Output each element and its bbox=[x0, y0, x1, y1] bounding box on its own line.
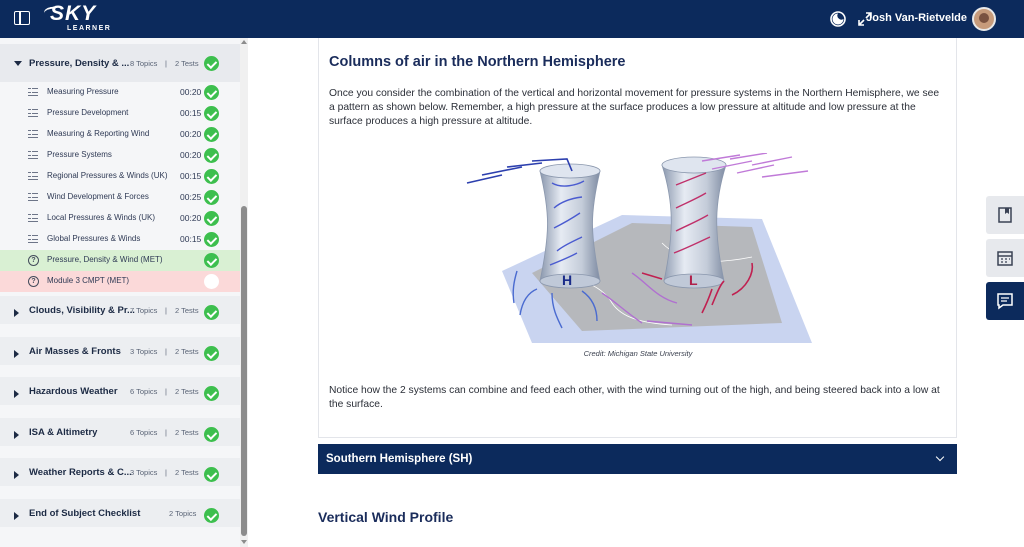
course-sidebar bbox=[0, 38, 240, 547]
notebook-icon bbox=[986, 196, 1024, 234]
topic-label: Pressure Systems bbox=[47, 150, 112, 159]
figure-credit: Credit: Michigan State University bbox=[583, 349, 693, 358]
chat-button[interactable] bbox=[986, 282, 1024, 320]
topic-list-icon bbox=[28, 193, 38, 202]
scroll-down-arrow[interactable] bbox=[241, 540, 247, 544]
section-test-count: 2 Tests bbox=[175, 346, 199, 356]
section-title: ISA & Altimetry bbox=[29, 426, 98, 438]
section-title: Pressure, Density & ... bbox=[29, 57, 130, 69]
high-label: H bbox=[562, 272, 573, 288]
chevron-right-icon bbox=[14, 431, 19, 439]
sidebar-topic-item[interactable] bbox=[0, 145, 240, 166]
chevron-right-icon bbox=[14, 471, 19, 479]
sidebar-topic-item[interactable] bbox=[0, 229, 240, 250]
sidebar-topic-item[interactable] bbox=[0, 103, 240, 124]
complete-check-icon bbox=[204, 190, 219, 205]
sidebar-topic-item[interactable] bbox=[0, 208, 240, 229]
topic-list-icon bbox=[28, 130, 38, 139]
topic-label: Regional Pressures & Winds (UK) bbox=[47, 171, 168, 180]
avatar[interactable] bbox=[972, 7, 996, 31]
section-separator: | bbox=[165, 427, 167, 437]
topic-label: Global Pressures & Winds bbox=[47, 234, 141, 243]
chevron-right-icon bbox=[14, 309, 19, 317]
section-test-count: 2 Tests bbox=[175, 386, 199, 396]
scroll-up-arrow[interactable] bbox=[241, 40, 247, 44]
section-title: Hazardous Weather bbox=[29, 385, 118, 397]
quiz-icon: ? bbox=[28, 255, 39, 266]
quiz-icon: ? bbox=[28, 276, 39, 287]
section-topic-count: 6 Topics bbox=[130, 386, 158, 396]
sidebar-topic-item[interactable] bbox=[0, 82, 240, 103]
section-separator: | bbox=[165, 346, 167, 356]
section-title: Clouds, Visibility & Pr... bbox=[29, 304, 135, 316]
topic-duration: 00:25 bbox=[180, 192, 202, 202]
section-test-count: 2 Tests bbox=[175, 427, 199, 437]
high-pressure-column bbox=[540, 164, 600, 288]
section-test-count: 2 Tests bbox=[175, 467, 199, 477]
lesson-paragraph-conclusion: Notice how the 2 systems can combine and feed each other, with the wind turning out of the high, and being steered back into a low at the surface. bbox=[329, 385, 940, 410]
topic-label: Measuring Pressure bbox=[47, 87, 119, 96]
sidebar-section[interactable] bbox=[0, 458, 240, 492]
topic-list-icon bbox=[28, 109, 38, 118]
notebook-button[interactable] bbox=[986, 196, 1024, 234]
topic-label: Pressure Development bbox=[47, 108, 129, 117]
section-topic-count: 6 Topics bbox=[130, 427, 158, 437]
topic-duration: 00:15 bbox=[180, 108, 202, 118]
topic-label: Wind Development & Forces bbox=[47, 192, 149, 201]
sidebar-topic-item[interactable] bbox=[0, 187, 240, 208]
sidebar-section[interactable] bbox=[0, 418, 240, 452]
lesson-paragraph-intro: Once you consider the combination of the vertical and horizontal movement for pressure systems in the Northern Hemisphere, we see a pattern as shown below. Remember, a high pressure at the surface produces a low pressure at altitude and low pressure at the surface produces a high pressure at altitude. bbox=[329, 88, 940, 127]
topic-duration: 00:15 bbox=[180, 234, 202, 244]
user-name[interactable]: Josh Van-Rietvelde bbox=[866, 12, 967, 24]
chat-icon bbox=[986, 282, 1024, 320]
chevron-right-icon bbox=[14, 512, 19, 520]
complete-check-icon bbox=[204, 427, 219, 442]
top-navigation-bar bbox=[0, 0, 1024, 38]
section-separator: | bbox=[165, 58, 167, 68]
complete-check-icon bbox=[204, 127, 219, 142]
section-topic-count: 3 Topics bbox=[130, 346, 158, 356]
sidebar-section[interactable] bbox=[0, 499, 240, 533]
complete-check-icon bbox=[204, 106, 219, 121]
complete-check-icon bbox=[204, 232, 219, 247]
low-label: L bbox=[689, 272, 698, 288]
calendar-icon bbox=[986, 239, 1024, 277]
chevron-down-icon bbox=[14, 61, 22, 66]
complete-check-icon bbox=[204, 253, 219, 268]
chevron-down-icon bbox=[936, 453, 944, 461]
section-separator: | bbox=[165, 467, 167, 477]
incomplete-status-icon bbox=[204, 274, 219, 289]
topic-label: Module 3 CMPT (MET) bbox=[47, 276, 130, 285]
chevron-right-icon bbox=[14, 350, 19, 358]
sidebar-topic-item[interactable] bbox=[0, 166, 240, 187]
sidebar-section[interactable] bbox=[0, 337, 240, 371]
complete-check-icon bbox=[204, 148, 219, 163]
topic-list-icon bbox=[28, 88, 38, 97]
topic-list-icon bbox=[28, 235, 38, 244]
accordion-label: Southern Hemisphere (SH) bbox=[326, 453, 473, 465]
complete-check-icon bbox=[204, 85, 219, 100]
sidebar-topic-item[interactable] bbox=[0, 124, 240, 145]
sidebar-section-pressure-density[interactable] bbox=[0, 44, 240, 82]
sky-learner-logo[interactable] bbox=[44, 3, 114, 35]
complete-check-icon bbox=[204, 386, 219, 401]
topic-duration: 00:20 bbox=[180, 87, 202, 97]
topic-duration: 00:15 bbox=[180, 171, 202, 181]
topic-list-icon bbox=[28, 214, 38, 223]
sidebar-scrollbar[interactable] bbox=[240, 38, 248, 547]
southern-hemisphere-accordion[interactable] bbox=[318, 444, 957, 474]
lesson-heading: Columns of air in the Northern Hemisphere bbox=[329, 54, 626, 70]
section-topic-count: 2 Topics bbox=[169, 508, 197, 518]
topic-label: Pressure, Density & Wind (MET) bbox=[47, 255, 163, 264]
topic-duration: 00:20 bbox=[180, 213, 202, 223]
topic-list-icon bbox=[28, 172, 38, 181]
complete-check-icon bbox=[204, 169, 219, 184]
complete-check-icon bbox=[204, 56, 219, 71]
moon-icon[interactable] bbox=[829, 10, 847, 28]
chevron-right-icon bbox=[14, 390, 19, 398]
section-separator: | bbox=[165, 305, 167, 315]
sidebar-section[interactable] bbox=[0, 296, 240, 330]
section-separator: | bbox=[165, 386, 167, 396]
complete-check-icon bbox=[204, 346, 219, 361]
air-columns-diagram bbox=[462, 153, 814, 345]
topic-label: Measuring & Reporting Wind bbox=[47, 129, 150, 138]
topic-duration: 00:20 bbox=[180, 150, 202, 160]
logo-subtext: LEARNER bbox=[67, 25, 112, 32]
section-title: Air Masses & Fronts bbox=[29, 345, 121, 357]
sidebar-test-item[interactable] bbox=[0, 250, 240, 271]
logo-text: SKY bbox=[50, 2, 97, 25]
calendar-button[interactable] bbox=[986, 239, 1024, 277]
scrollbar-thumb[interactable] bbox=[241, 206, 247, 536]
complete-check-icon bbox=[204, 305, 219, 320]
sidebar-toggle-icon[interactable] bbox=[14, 11, 30, 25]
sidebar-section[interactable] bbox=[0, 377, 240, 411]
topic-label: Local Pressures & Winds (UK) bbox=[47, 213, 156, 222]
complete-check-icon bbox=[204, 508, 219, 523]
sidebar-test-item[interactable] bbox=[0, 271, 240, 292]
section-test-count: 2 Tests bbox=[175, 305, 199, 315]
complete-check-icon bbox=[204, 211, 219, 226]
section-topic-count: 3 Topics bbox=[130, 467, 158, 477]
section-heading-vertical-wind: Vertical Wind Profile bbox=[318, 509, 454, 525]
section-topic-count: 7 Topics bbox=[130, 305, 158, 315]
section-title: Weather Reports & C... bbox=[29, 466, 132, 478]
section-test-count: 2 Tests bbox=[175, 58, 199, 68]
topic-list-icon bbox=[28, 151, 38, 160]
section-title: End of Subject Checklist bbox=[29, 507, 141, 519]
complete-check-icon bbox=[204, 467, 219, 482]
section-topic-count: 8 Topics bbox=[130, 58, 158, 68]
topic-duration: 00:20 bbox=[180, 129, 202, 139]
